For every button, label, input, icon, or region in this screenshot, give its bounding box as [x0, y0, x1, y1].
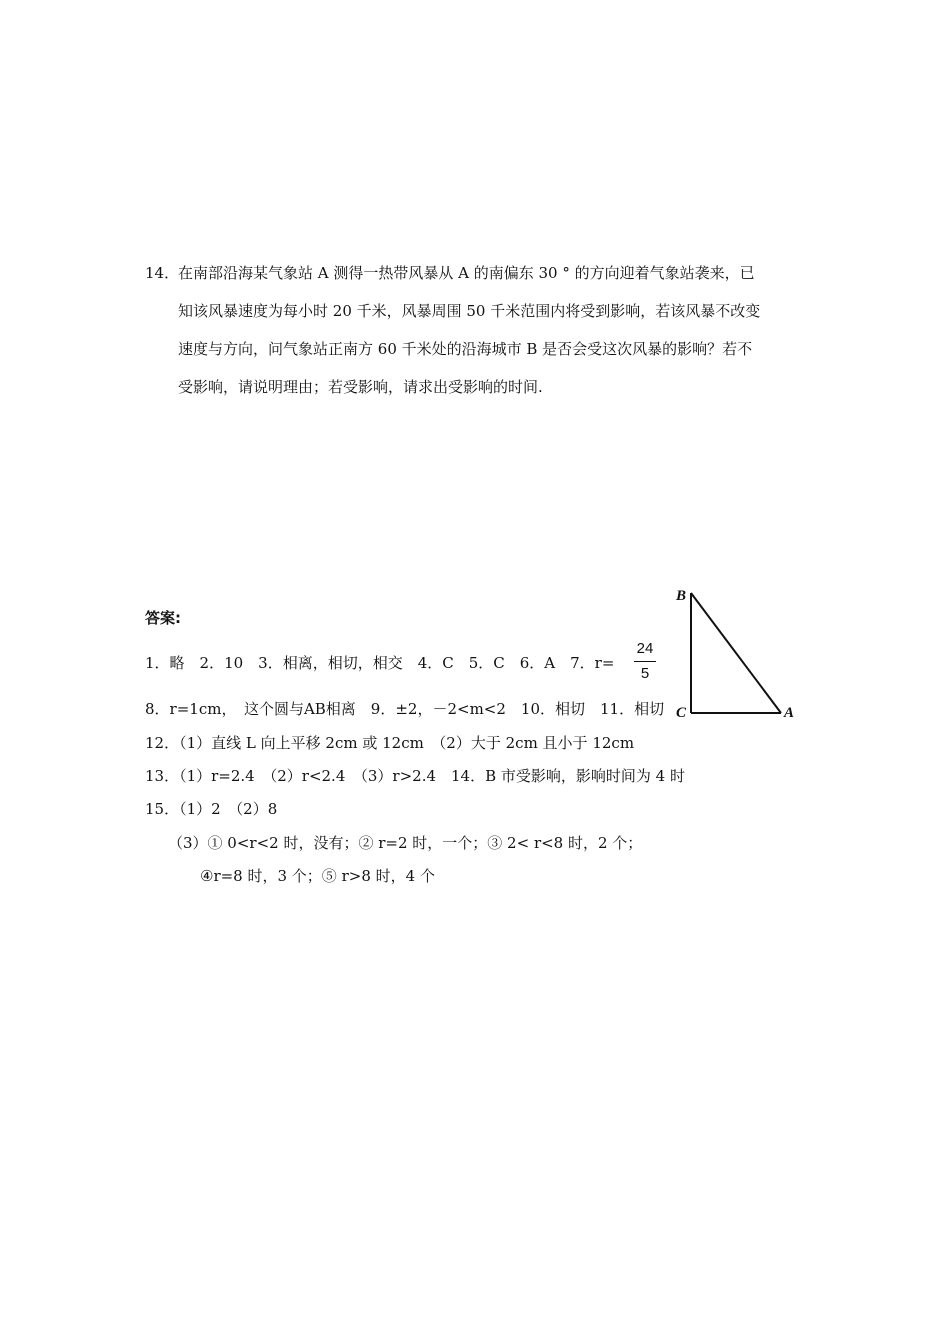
answer-line-2: 8．r=1cm， 这个圆与AB相离 9．±2，－2<m<2 10．相切 11．相切 — [145, 700, 665, 718]
question-number: 14． — [145, 264, 180, 282]
question-line-3: 速度与方向，问气象站正南方 60 千米处的沿海城市 B 是否会受这次风暴的影响？若不 — [178, 340, 753, 358]
triangle-figure — [670, 585, 810, 725]
label-c: C — [676, 705, 687, 721]
fraction-24-5 — [634, 639, 656, 684]
question-line-1: 在南部沿海某气象站 A 测得一热带风暴从 A 的南偏东 30 ° 的方向迎着气象站袭来，已 — [178, 264, 755, 282]
label-a: A — [784, 705, 795, 721]
answer-line-5: 15．（1）2 （2）8 — [145, 800, 278, 818]
answers-title: 答案: — [145, 609, 181, 627]
answer-line-4: 13．（1）r=2.4 （2）r<2.4 （3）r>2.4 14．B 市受影响，影响时间为 4 时 — [145, 767, 685, 785]
answer-line-6: （3）① 0<r<2 时，没有；② r=2 时，一个；③ 2< r<8 时，2 个； — [168, 834, 643, 852]
answer-line-7: ④r=8 时，3 个；⑤ r>8 时，4 个 — [200, 867, 435, 885]
side-ba — [691, 593, 781, 713]
label-b: B — [676, 588, 687, 604]
fraction-bar — [634, 661, 656, 662]
question-line-2: 知该风暴速度为每小时 20 千米，风暴周围 50 千米范围内将受到影响，若该风暴不改变 — [178, 302, 761, 320]
answer-line-1: 1．略 2．10 3．相离，相切，相交 4．C 5．C 6．A 7．r= — [145, 654, 615, 672]
answer-line-3: 12．（1）直线 L 向上平移 2cm 或 12cm （2）大于 2cm 且小于 12cm — [145, 734, 635, 752]
question-line-4: 受影响，请说明理由；若受影响，请求出受影响的时间. — [178, 378, 543, 396]
fraction-denominator: 5 — [640, 665, 650, 682]
fraction-numerator: 24 — [636, 640, 654, 657]
